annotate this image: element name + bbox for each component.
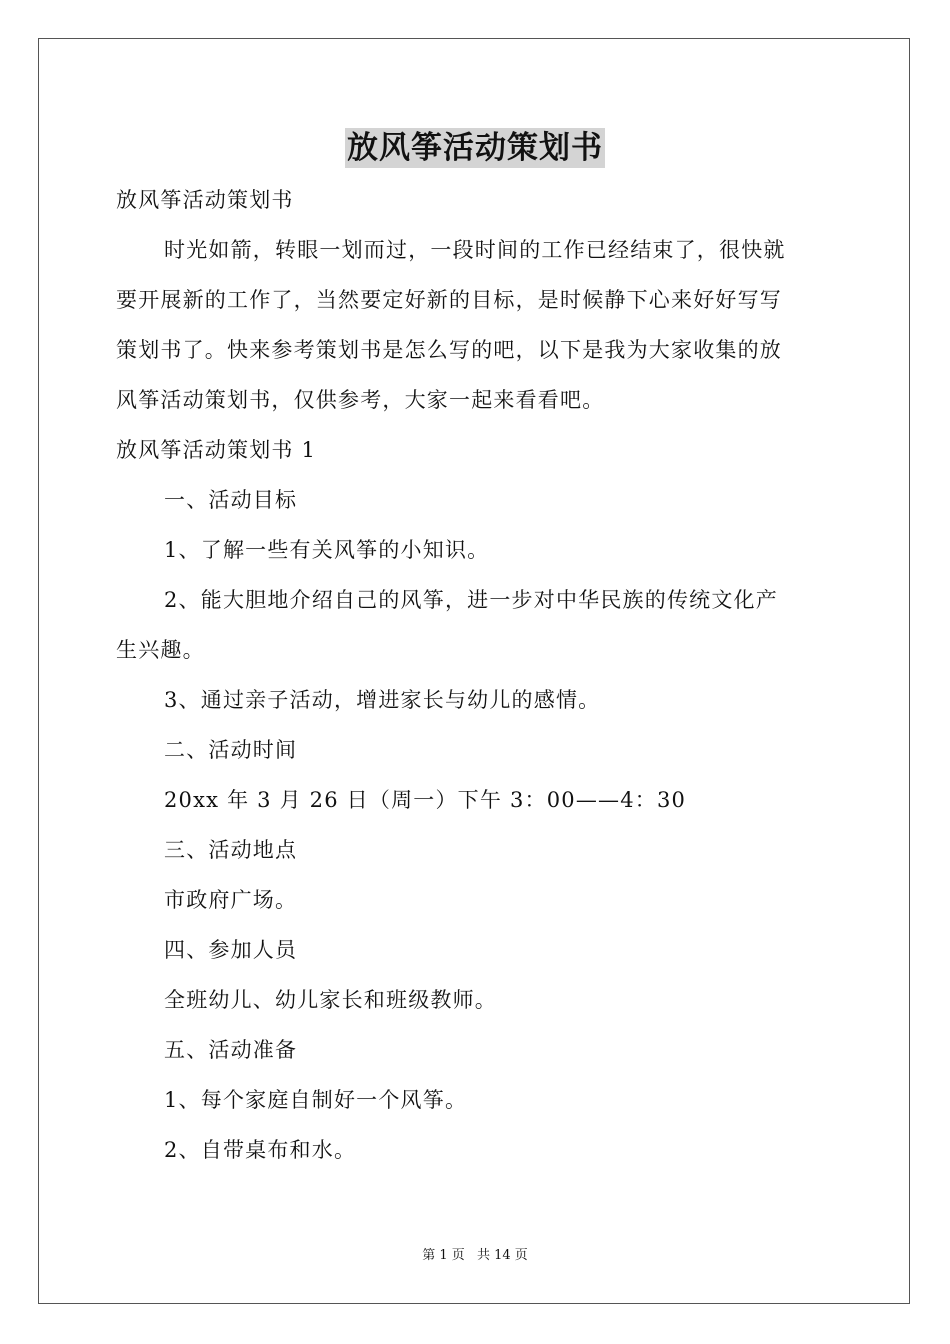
document-body xyxy=(116,175,836,1175)
body-line: 20xx 年 3 月 26 日（周一）下午 3：00——4：30 xyxy=(164,788,687,812)
body-line: 四、参加人员 xyxy=(164,938,298,962)
body-line: 3、通过亲子活动，增进家长与幼儿的感情。 xyxy=(164,688,601,712)
body-line: 放风筝活动策划书 1 xyxy=(116,438,317,462)
page-total: 共 14 页 xyxy=(476,1248,528,1263)
body-line: 2、自带桌布和水。 xyxy=(164,1138,357,1162)
page-footer xyxy=(0,1246,950,1266)
body-line: 1、每个家庭自制好一个风筝。 xyxy=(164,1088,468,1112)
body-line: 风筝活动策划书，仅供参考，大家一起来看看吧。 xyxy=(116,388,605,412)
body-line: 要开展新的工作了，当然要定好新的目标，是时候静下心来好好写写 xyxy=(116,288,782,312)
body-line: 市政府广场。 xyxy=(164,888,298,912)
body-line: 1、了解一些有关风筝的小知识。 xyxy=(164,538,490,562)
body-line: 策划书了。快来参考策划书是怎么写的吧，以下是我为大家收集的放 xyxy=(116,338,782,362)
body-line: 2、能大胆地介绍自己的风筝，进一步对中华民族的传统文化产 xyxy=(164,588,778,612)
body-line: 生兴趣。 xyxy=(116,638,205,662)
body-line: 五、活动准备 xyxy=(164,1038,298,1062)
body-line: 一、活动目标 xyxy=(164,488,298,512)
title-container xyxy=(0,128,950,168)
page-number: 第 1 页 xyxy=(422,1248,465,1263)
body-line: 放风筝活动策划书 xyxy=(116,188,294,212)
body-line: 二、活动时间 xyxy=(164,738,298,762)
document-title: 放风筝活动策划书 xyxy=(347,130,603,166)
body-line: 时光如箭，转眼一划而过，一段时间的工作已经结束了，很快就 xyxy=(164,238,786,262)
body-line: 全班幼儿、幼儿家长和班级教师。 xyxy=(164,988,497,1012)
body-line: 三、活动地点 xyxy=(164,838,298,862)
